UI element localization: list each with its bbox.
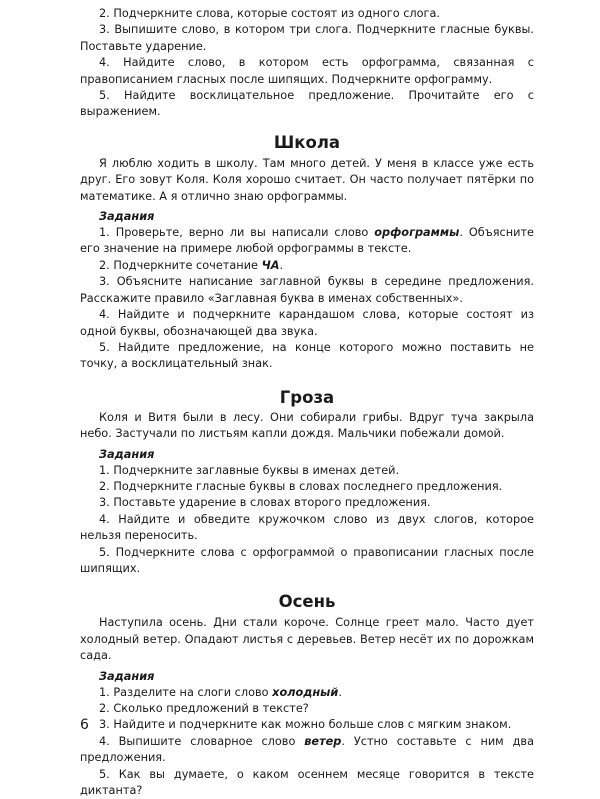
list-item: 3. Поставьте ударение в словах второго предложения. <box>99 496 431 510</box>
list-item: 3. Объясните написание заглавной буквы в середине предложения. Расскажите правило «Заглавная буква в именах собственных». <box>80 275 534 305</box>
dictation-text: Наступила осень. Дни стали короче. Солнце греет мало. Часто дует холодный ветер. Опадают листья с деревьев. Ветер несёт их по дорожкам сада. <box>80 616 534 663</box>
emphasized-word: ЧА <box>261 258 280 272</box>
intro-task-list <box>80 6 534 121</box>
list-item: 2. Подчеркните сочетание ЧА. <box>99 258 284 272</box>
section-title: Школа <box>273 132 341 152</box>
list-item: 1. Разделите на слоги слово холодный. <box>99 685 342 699</box>
list-item: 5. Найдите предложение, на конце которого можно поставить не точку, а восклицательный знак. <box>80 340 534 371</box>
list-item: 3. Выпишите слово, в котором три слога. Подчеркните гласные буквы. Поставьте ударение. <box>80 23 534 53</box>
list-item: 4. Найдите и обведите кружочком слово из двух слогов, которое нельзя переносить. <box>80 512 534 543</box>
section-title: Осень <box>278 592 336 612</box>
list-item: 5. Как вы думаете, о каком осеннем месяце говорится в тексте диктанта? <box>80 767 534 798</box>
page-number: 6 <box>80 717 89 733</box>
list-item: 1. Подчеркните заглавные буквы в именах детей. <box>99 463 400 477</box>
list-item: 2. Сколько предложений в тексте? <box>99 702 309 715</box>
list-item: 3. Найдите и подчеркните как можно больше слов с мягким знаком. <box>99 718 512 732</box>
list-item: 2. Подчеркните гласные буквы в словах последнего предложения. <box>99 479 503 493</box>
list-item: 4. Найдите слово, в котором есть орфограмма, связанная с правописанием гласных после шипящих. Подчеркните орфограмму. <box>80 56 534 86</box>
list-item: 5. Найдите восклицательное предложение. Прочитайте его с выражением. <box>80 89 534 119</box>
list-item: 1. Проверьте, верно ли вы написали слово орфограммы. Объясните его значение на примере любой орфограммы в тексте. <box>80 226 534 256</box>
list-item: 5. Подчеркните слова с орфограммой о правописании гласных после шипящих. <box>80 545 534 575</box>
list-item: 2. Подчеркните слова, которые состоят из одного слога. <box>99 7 441 20</box>
emphasized-word: орфограммы <box>374 226 460 240</box>
section-storm <box>80 387 534 578</box>
emphasized-word: холодный <box>272 685 339 699</box>
emphasized-word: ветер <box>304 734 342 748</box>
section-title: Гроза <box>279 387 335 407</box>
tasks-label: Задания <box>99 669 155 683</box>
tasks-label: Задания <box>99 447 155 461</box>
dictation-text: Коля и Витя были в лесу. Они собирали грибы. Вдруг туча закрыла небо. Застучали по листьям капли дождя. Мальчики побежали домой. <box>80 410 534 441</box>
section-school <box>80 132 534 373</box>
list-item: 4. Найдите и подчеркните карандашом слова, которые состоят из одной буквы, обозначающей два звука. <box>80 308 534 338</box>
dictation-text: Я люблю ходить в школу. Там много детей. У меня в классе уже есть друг. Его зовут Коля. Коля хорошо считает. Он часто получает пятёрки по математике. А я отлично знаю орфограммы. <box>80 156 534 203</box>
section-autumn <box>80 591 534 799</box>
tasks-label: Задания <box>99 210 155 224</box>
list-item: 4. Выпишите словарное слово ветер. Устно составьте с ним два предложения. <box>80 734 534 765</box>
